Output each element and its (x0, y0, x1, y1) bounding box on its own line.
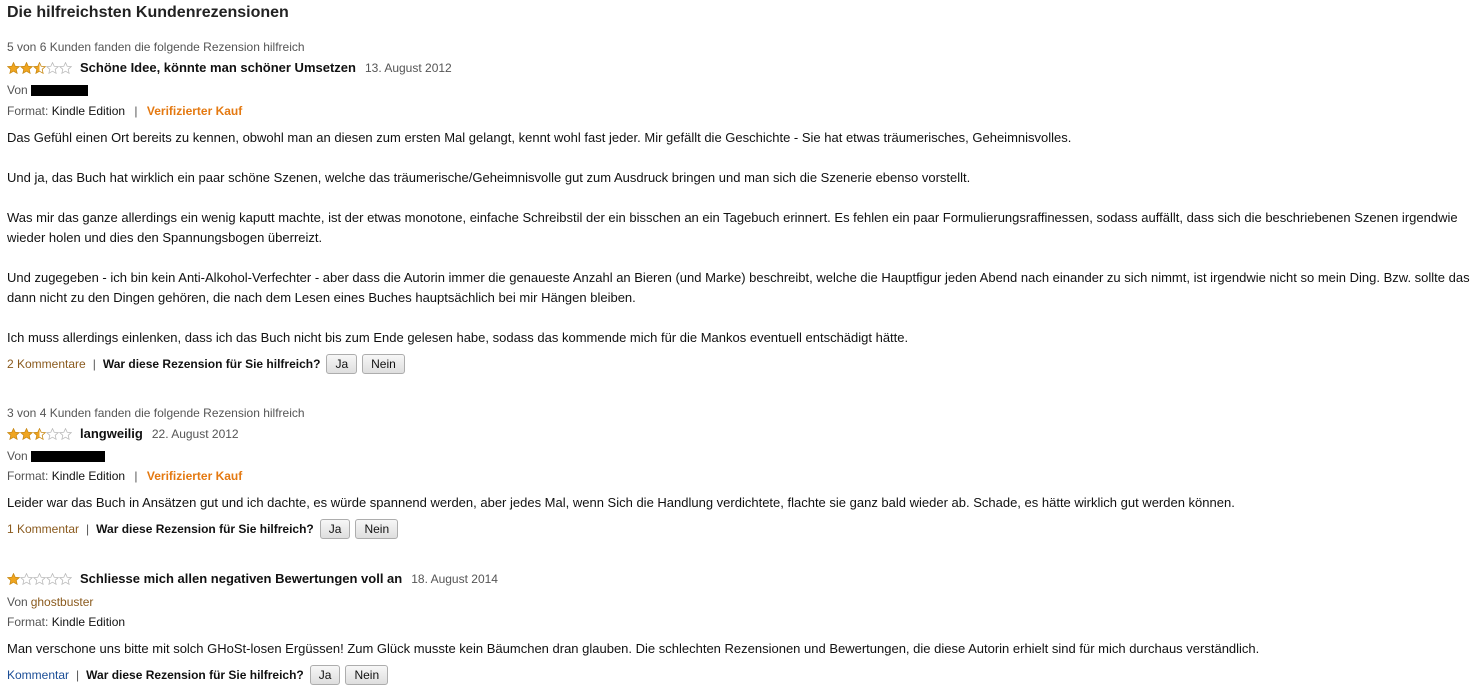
author-label: Von (7, 83, 28, 97)
format-label: Format: (7, 104, 49, 118)
format-value: Kindle Edition (51, 104, 126, 118)
verified-purchase-badge: Verifizierter Kauf (146, 469, 243, 483)
vote-no-button[interactable]: Nein (362, 354, 405, 374)
review-paragraph: Man verschone uns bitte mit solch GHoSt-losen Ergüssen! Zum Glück musste kein Bäumchen dran glauben. Die schlechten Rezensionen und Bewertungen, die diese Autorin erhielt sind für mich durchaus verständlich. (7, 641, 1260, 656)
star-half-icon (33, 428, 46, 440)
helpful-question: War diese Rezension für Sie hilfreich? (86, 668, 304, 682)
format-value: Kindle Edition (51, 469, 126, 483)
star-rating (7, 573, 72, 585)
review-body (7, 639, 1479, 659)
star-empty-icon (33, 573, 46, 585)
page-title: Die hilfreichsten Kundenrezensionen (7, 4, 289, 21)
review-body (7, 493, 1479, 513)
review-date: 13. August 2012 (364, 60, 452, 75)
star-full-icon (7, 62, 20, 74)
star-full-icon (7, 573, 20, 585)
review-title[interactable]: Schöne Idee, könnte man schöner Umsetzen (80, 60, 356, 75)
review-title[interactable]: langweilig (80, 426, 143, 441)
separator: | (134, 104, 138, 118)
comments-link[interactable]: 2 Kommentare (7, 357, 86, 371)
review-paragraph: Ich muss allerdings einlenken, dass ich das Buch nicht bis zum Ende gelesen habe, sodass das kommende mich für die Mankos eventuell entschädigt hätte. (7, 330, 909, 345)
author-label: Von (7, 595, 28, 609)
star-half-icon (33, 62, 46, 74)
review-body (7, 128, 1479, 348)
redacted-author-name (31, 451, 105, 462)
star-empty-icon (46, 428, 59, 440)
star-empty-icon (46, 62, 59, 74)
star-rating (7, 428, 72, 440)
star-full-icon (20, 428, 33, 440)
star-empty-icon (59, 573, 72, 585)
comments-link[interactable]: Kommentar (7, 668, 70, 682)
separator: | (134, 469, 138, 483)
helpful-question: War diese Rezension für Sie hilfreich? (102, 357, 321, 371)
review-paragraph: Und zugegeben - ich bin kein Anti-Alkohol-Verfechter - aber dass die Autorin immer die genaueste Anzahl an Bieren (und Marke) beschreibt, welche die Hauptfigur jeden Abend nach einander zu sich nimmt, ist irgendwie nicht so mein Ding. Bzw. sollte das dann nicht zu den Dingen gehören, die nach dem Lesen eines Buches hauptsächlich bei mir Hängen bleiben. (7, 270, 1470, 305)
review-date: 18. August 2014 (411, 571, 498, 586)
star-empty-icon (59, 428, 72, 440)
author-link[interactable]: ghostbuster (30, 595, 94, 609)
review-paragraph: Leider war das Buch in Ansätzen gut und ich dachte, es würde spannend werden, aber jedes Mal, wenn Sich die Handlung verdichtete, flachte sie ganz bald wieder ab. Schade, es hätte wirklich gut werden können. (7, 495, 1235, 510)
separator: | (76, 668, 80, 682)
star-empty-icon (46, 573, 59, 585)
review-paragraph: Und ja, das Buch hat wirklich ein paar schöne Szenen, welche das träumerische/Geheimnisvolle gut zum Ausdruck bringen und man sich die Szenerie ebenso vorstellt. (7, 170, 971, 185)
format-value: Kindle Edition (51, 615, 126, 629)
separator: | (86, 522, 90, 536)
format-label: Format: (7, 469, 49, 483)
author-label: Von (7, 449, 28, 463)
review-date: 22. August 2012 (151, 426, 239, 441)
star-empty-icon (20, 573, 33, 585)
separator: | (92, 357, 96, 371)
star-rating (7, 62, 72, 74)
helpful-count: 5 von 6 Kunden fanden die folgende Rezension hilfreich (7, 40, 305, 54)
vote-no-button[interactable]: Nein (355, 519, 398, 539)
review-title[interactable]: Schliesse mich allen negativen Bewertungen voll an (80, 571, 403, 586)
vote-yes-button[interactable]: Ja (320, 519, 351, 539)
comments-link[interactable]: 1 Kommentar (7, 522, 80, 536)
helpful-question: War diese Rezension für Sie hilfreich? (96, 522, 314, 536)
star-full-icon (20, 62, 33, 74)
vote-yes-button[interactable]: Ja (310, 665, 341, 685)
vote-no-button[interactable]: Nein (345, 665, 388, 685)
review-paragraph: Das Gefühl einen Ort bereits zu kennen, obwohl man an diesen zum ersten Mal gelangt, kennt wohl fast jeder. Mir gefällt die Geschichte - Sie hat etwas träumerisches, Geheimnisvolles. (7, 130, 1072, 145)
star-empty-icon (59, 62, 72, 74)
star-full-icon (7, 428, 20, 440)
format-label: Format: (7, 615, 49, 629)
redacted-author-name (31, 85, 88, 96)
verified-purchase-badge: Verifizierter Kauf (146, 104, 243, 118)
helpful-count: 3 von 4 Kunden fanden die folgende Rezension hilfreich (7, 406, 305, 420)
review-paragraph: Was mir das ganze allerdings ein wenig kaputt machte, ist der etwas monotone, einfache Schreibstil der ein bisschen an ein Tagebuch erinnert. Es fehlen ein paar Formulierungsraffinessen, sodass auffällt, dass sich die beschriebenen Szenen irgendwie wieder holen und dies den Spannungsbogen überreizt. (7, 210, 1458, 245)
vote-yes-button[interactable]: Ja (326, 354, 357, 374)
